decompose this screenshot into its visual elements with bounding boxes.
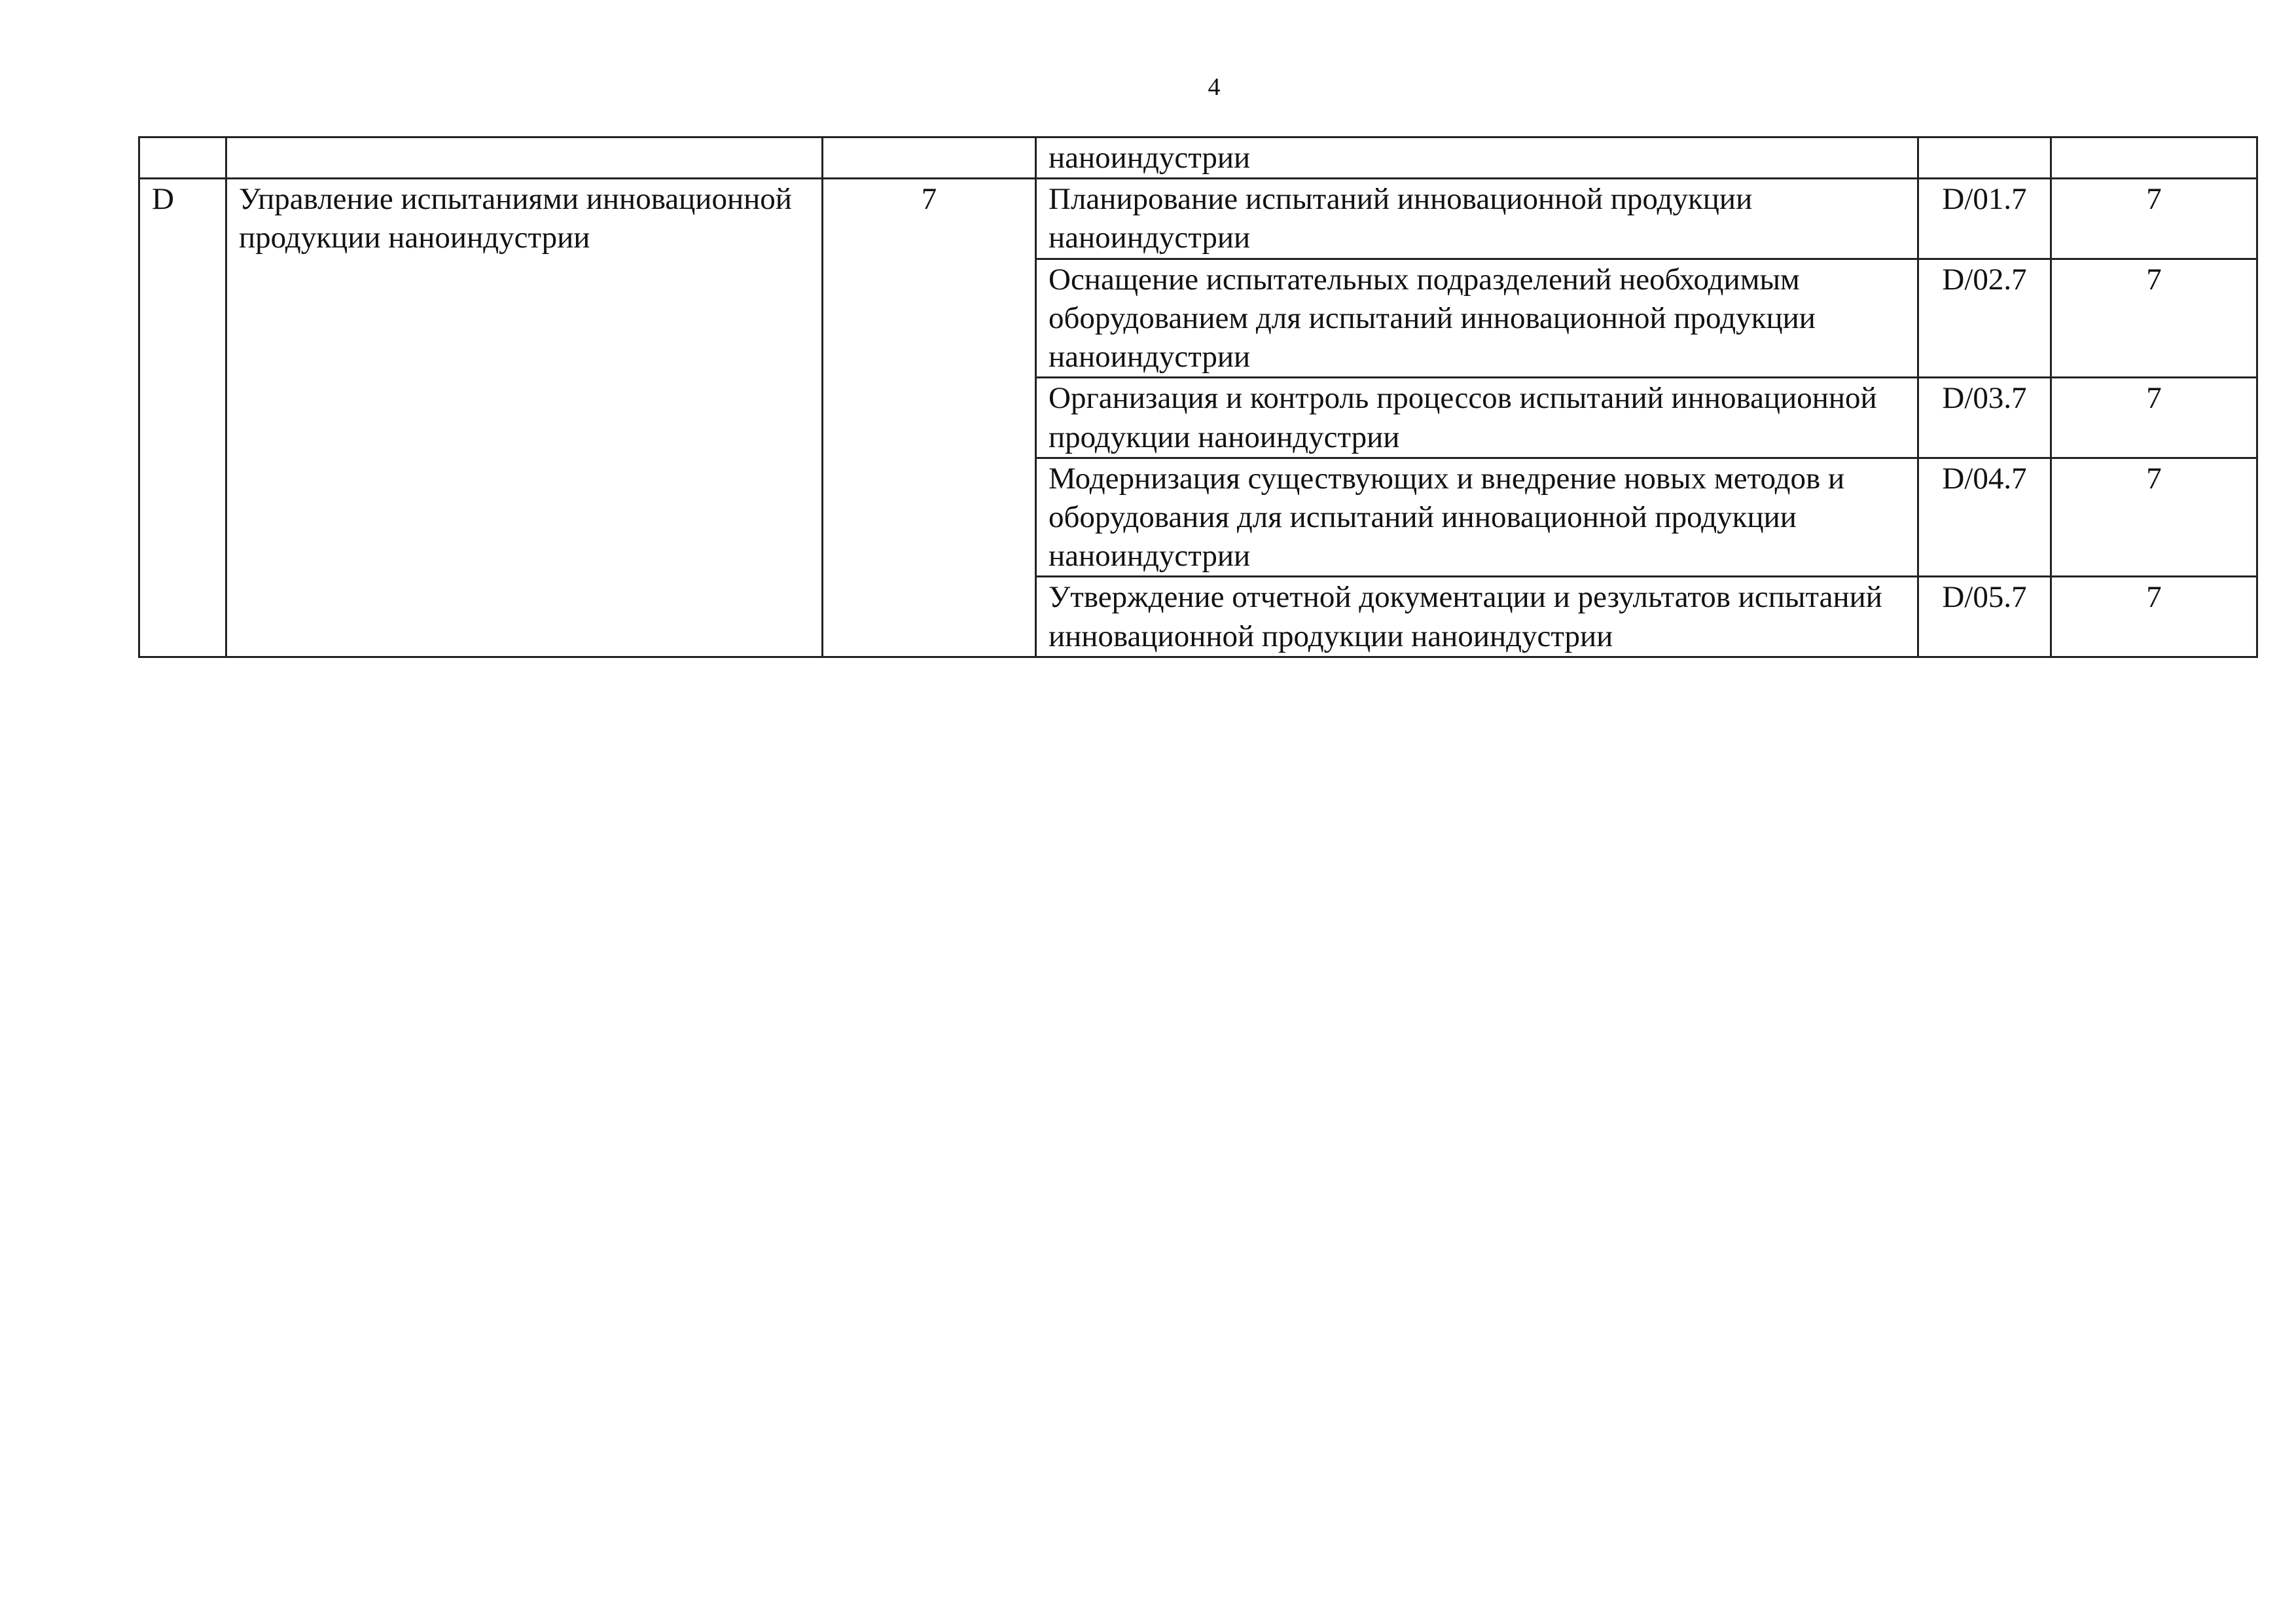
labor-function-name: Организация и контроль процессов испытаний инновационной продукции наноиндустрии (1036, 378, 1918, 458)
labor-function-name-continuation: наноиндустрии (1036, 137, 1918, 179)
labor-function-name: Модернизация существующих и внедрение новых методов и оборудования для испытаний инновационной продукции наноиндустрии (1036, 458, 1918, 577)
labor-function-level: 7 (2051, 378, 2257, 458)
labor-function-code: D/05.7 (1918, 577, 2051, 657)
functions-table (138, 136, 2258, 658)
empty-cell (139, 137, 226, 179)
empty-cell (823, 137, 1036, 179)
labor-function-name: Утверждение отчетной документации и результатов испытаний инновационной продукции наноиндустрии (1036, 577, 1918, 657)
labor-function-code: D/03.7 (1918, 378, 2051, 458)
empty-cell (2051, 137, 2257, 179)
labor-function-level: 7 (2051, 458, 2257, 577)
labor-function-level: 7 (2051, 259, 2257, 378)
labor-function-level: 7 (2051, 577, 2257, 657)
labor-function-name: Планирование испытаний инновационной продукции наноиндустрии (1036, 179, 1918, 259)
generalized-function-level: 7 (823, 179, 1036, 657)
page-number: 4 (1208, 73, 1221, 101)
empty-cell (1918, 137, 2051, 179)
table-row-continuation (139, 137, 2257, 179)
generalized-function-code: D (139, 179, 226, 657)
labor-function-code: D/02.7 (1918, 259, 2051, 378)
labor-function-level: 7 (2051, 179, 2257, 259)
labor-function-code: D/01.7 (1918, 179, 2051, 259)
generalized-function-name: Управление испытаниями инновационной продукции наноиндустрии (226, 179, 823, 657)
empty-cell (226, 137, 823, 179)
labor-function-code: D/04.7 (1918, 458, 2051, 577)
labor-function-name: Оснащение испытательных подразделений необходимым оборудованием для испытаний инновационной продукции наноиндустрии (1036, 259, 1918, 378)
table-row (139, 179, 2257, 259)
